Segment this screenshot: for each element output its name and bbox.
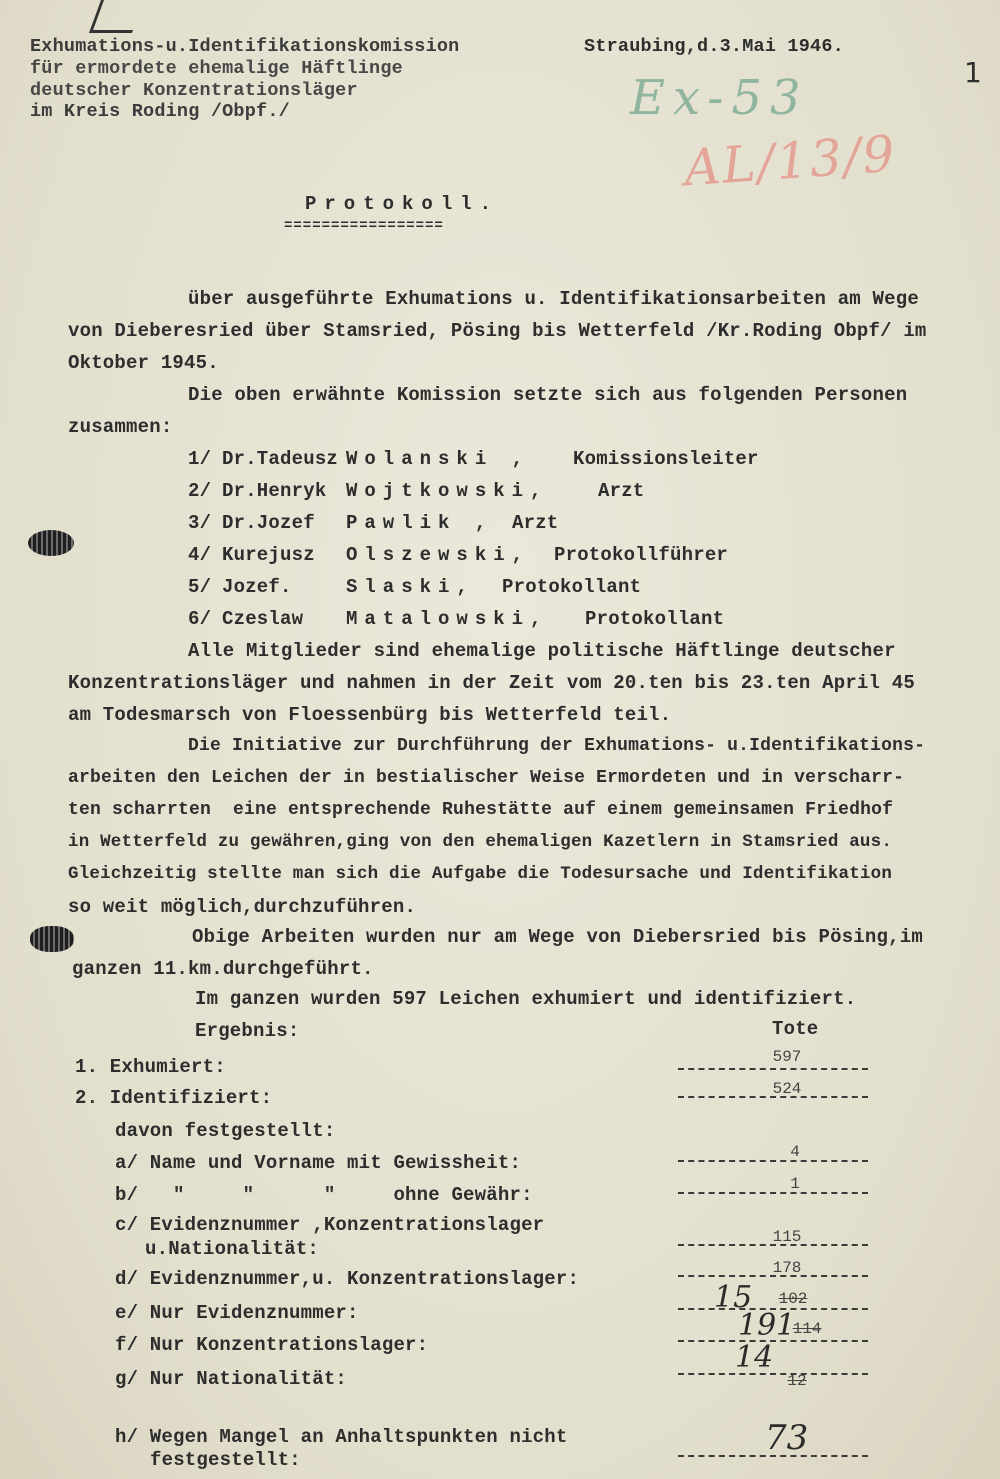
result-value: 524 (772, 1080, 802, 1098)
member-last-name: Olszewski, (346, 544, 531, 566)
intro-line-2: von Dieberesried über Stamsried, Pösing bis Wetterfeld /Kr.Roding Obpf/ im (68, 320, 927, 342)
member-first-name: Jozef. (222, 576, 292, 598)
org-line-1: Exhumations-u.Identifikationskomission (30, 36, 460, 57)
results-column-header: Tote (772, 1018, 819, 1040)
member-first-name: Dr.Jozef (222, 512, 315, 534)
para2-line-3: ten scharrten eine entsprechende Ruhestätte auf einem gemeinsamen Friedhof (68, 800, 894, 820)
result-label-continued: u.Nationalität: (145, 1238, 320, 1260)
result-label-continued: festgestellt: (150, 1449, 301, 1471)
corner-scribble-mark (89, 0, 144, 33)
member-number: 4/ (188, 544, 212, 566)
result-label: f/ Nur Konzentrationslager: (115, 1334, 429, 1356)
member-last-name: Wolanski , (346, 448, 531, 470)
member-number: 3/ (188, 512, 212, 534)
place-date: Straubing,d.3.Mai 1946. (584, 36, 844, 57)
member-role: Protokollant (585, 608, 725, 630)
member-role: Protokollant (502, 576, 642, 598)
intro-line-3: Oktober 1945. (68, 352, 219, 374)
member-last-name: Slaski, (346, 576, 475, 598)
member-first-name: Dr.Henryk (222, 480, 327, 502)
para2-line-1: Die Initiative zur Durchführung der Exhumations- u.Identifikations- (188, 736, 926, 756)
member-number: 6/ (188, 608, 212, 630)
member-first-name: Kurejusz (222, 544, 315, 566)
result-value-struck: 114 (792, 1320, 822, 1338)
title-underline: ================= (284, 218, 444, 234)
para3-line-1: Obige Arbeiten wurden nur am Wege von Diebersried bis Pösing,im (192, 926, 923, 948)
result-value: 1 (790, 1175, 800, 1193)
result-value: 115 (772, 1228, 802, 1246)
annotation-ref: AL/13/9 (682, 124, 899, 198)
result-label: h/ Wegen Mangel an Anhaltspunkten nicht (115, 1426, 568, 1448)
punch-hole-mark (30, 926, 74, 952)
para1-line-2: Konzentrationsläger und nahmen in der Zeit vom 20.ten bis 23.ten April 45 (68, 672, 915, 694)
result-label: g/ Nur Nationalität: (115, 1368, 348, 1390)
member-role: Protokollführer (554, 544, 729, 566)
commission-line-1: Die oben erwähnte Komission setzte sich aus folgenden Personen (188, 384, 908, 406)
result-label: a/ Name und Vorname mit Gewissheit: (115, 1152, 522, 1174)
para3-line-2: ganzen 11.km.durchgeführt. (72, 958, 374, 980)
page-number: 1 (964, 56, 983, 89)
member-number: 2/ (188, 480, 212, 502)
annotation-ex: Ex-53 (630, 70, 809, 126)
para4: Im ganzen wurden 597 Leichen exhumiert und identifiziert. (195, 988, 857, 1010)
member-number: 5/ (188, 576, 212, 598)
para1-line-3: am Todesmarsch von Floessenbürg bis Wetterfeld teil. (68, 704, 672, 726)
commission-line-2: zusammen: (68, 416, 173, 438)
member-last-name: Pawlik , (346, 512, 494, 534)
result-label: e/ Nur Evidenznummer: (115, 1302, 359, 1324)
leader-line (678, 1068, 868, 1070)
member-number: 1/ (188, 448, 212, 470)
org-line-4: im Kreis Roding /Obpf./ (30, 101, 290, 122)
result-value: 597 (772, 1048, 802, 1066)
result-label: c/ Evidenznummer ,Konzentrationslager (115, 1214, 545, 1236)
member-role: Arzt (598, 480, 645, 502)
result-handwritten-value: 15 (714, 1280, 753, 1315)
result-value: 178 (772, 1259, 802, 1277)
result-handwritten-value: 191 (738, 1308, 796, 1343)
para2-line-2: arbeiten den Leichen der in bestialischer Weise Ermordeten und in verscharr- (68, 768, 905, 788)
member-role: Komissionsleiter (573, 448, 759, 470)
result-label: 1. Exhumiert: (75, 1056, 226, 1078)
result-subheading: davon festgestellt: (115, 1120, 336, 1142)
results-heading: Ergebnis: (195, 1020, 300, 1042)
result-label: d/ Evidenznummer,u. Konzentrationslager: (115, 1268, 580, 1290)
page-title: Protokoll. (305, 193, 500, 215)
result-label: 2. Identifiziert: (75, 1087, 273, 1109)
result-value-struck: 12 (787, 1372, 807, 1390)
result-handwritten-value: 14 (735, 1340, 774, 1375)
para2-line-5: Gleichzeitig stellte man sich die Aufgabe die Todesursache und Identifikation (68, 864, 893, 884)
intro-line-1: über ausgeführte Exhumations u. Identifikationsarbeiten am Wege (188, 288, 919, 310)
member-first-name: Czeslaw (222, 608, 304, 630)
member-first-name: Dr.Tadeusz (222, 448, 339, 470)
org-line-3: deutscher Konzentrationsläger (30, 80, 358, 101)
result-label: b/ " " " ohne Gewähr: (115, 1184, 533, 1206)
para2-line-4: in Wetterfeld zu gewähren,ging von den ehemaligen Kazetlern in Stamsried aus. (68, 832, 893, 852)
result-handwritten-value: 73 (765, 1418, 809, 1458)
punch-hole-mark (28, 530, 74, 556)
member-last-name: Matalowski, (346, 608, 549, 630)
member-last-name: Wojtkowski, (346, 480, 549, 502)
org-line-2: für ermordete ehemalige Häftlinge (30, 58, 403, 79)
para2-line-6: so weit möglich,durchzuführen. (68, 896, 417, 918)
result-value: 4 (790, 1143, 800, 1161)
result-value-struck: 102 (778, 1290, 808, 1308)
member-role: Arzt (512, 512, 559, 534)
para1-line-1: Alle Mitglieder sind ehemalige politische Häftlinge deutscher (188, 640, 896, 662)
